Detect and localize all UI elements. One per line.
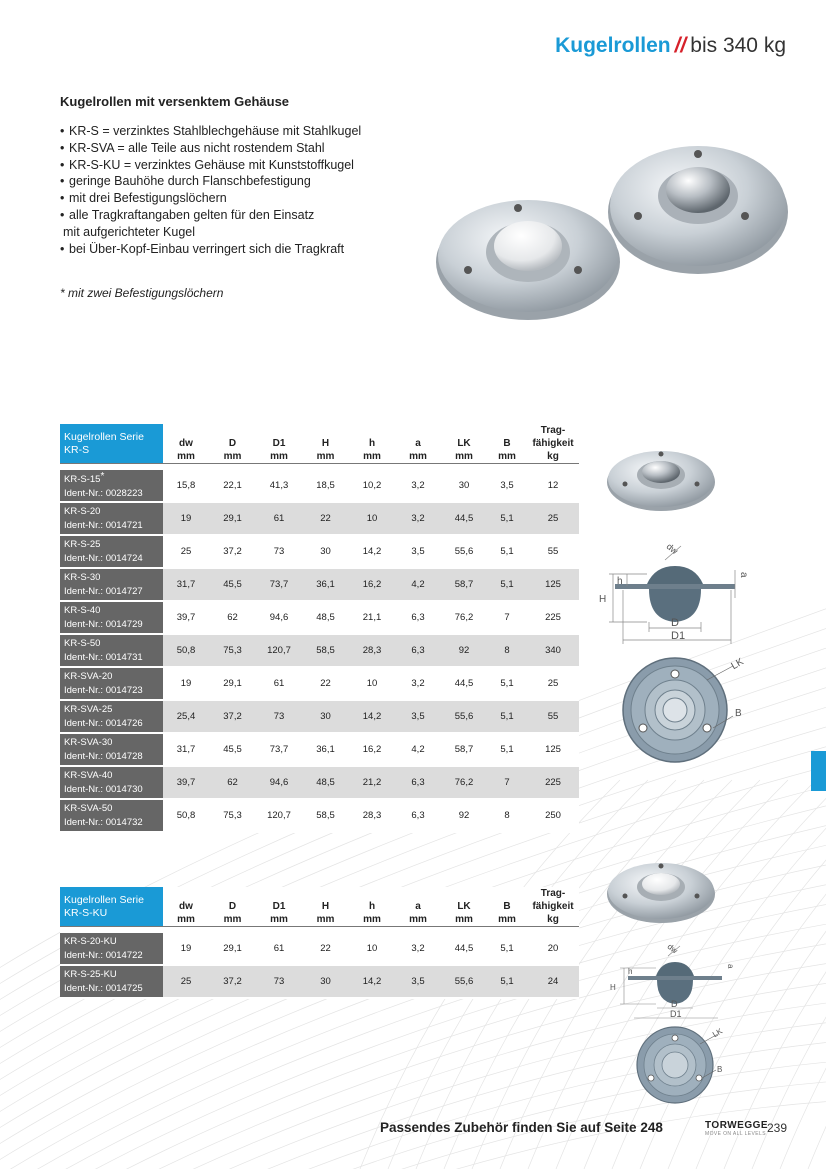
article-cell	[60, 602, 163, 635]
value-cell: 41,3	[256, 464, 302, 503]
value-cell: 250	[527, 800, 579, 833]
technical-drawing-kr-s-ku	[600, 940, 745, 1105]
value-cell: 19	[163, 668, 209, 701]
ident-number: Ident-Nr.: 0028223	[64, 488, 143, 499]
series-code: KR-S	[64, 443, 90, 456]
article-name: KR-SVA-25	[64, 703, 113, 715]
label-b: B	[717, 1065, 723, 1074]
value-cell: 25	[527, 668, 579, 701]
col-header-load: Trag- fähigkeit kg	[527, 887, 579, 927]
footnote: * mit zwei Befestigungslöchern	[60, 286, 224, 300]
value-cell: 3,2	[395, 927, 441, 966]
feature-list	[60, 123, 460, 257]
value-cell: 22	[302, 668, 349, 701]
label-h-upper: H	[610, 983, 616, 992]
ident-number: Ident-Nr.: 0014723	[64, 684, 143, 696]
value-cell: 6,3	[395, 800, 441, 833]
value-cell: 8	[487, 800, 527, 833]
side-view	[599, 541, 749, 644]
value-cell: 5,1	[487, 569, 527, 602]
table-row	[60, 569, 579, 602]
value-cell: 44,5	[441, 668, 487, 701]
series-header-cell	[60, 424, 163, 464]
value-cell: 44,5	[441, 927, 487, 966]
value-cell: 340	[527, 635, 579, 668]
article-cell	[60, 503, 163, 536]
table-row	[60, 464, 579, 503]
value-cell: 55,6	[441, 966, 487, 999]
value-cell: 20	[527, 927, 579, 966]
value-cell: 28,3	[349, 635, 395, 668]
col-header-d: D mm	[209, 424, 256, 464]
article-name: KR-SVA-30	[64, 736, 113, 748]
col-header-a: a mm	[395, 424, 441, 464]
value-cell: 22	[302, 503, 349, 536]
spec-table-kr-s-ku	[60, 887, 579, 999]
value-cell: 7	[487, 602, 527, 635]
value-cell: 5,1	[487, 503, 527, 536]
article-cell	[60, 800, 163, 833]
ident-number: Ident-Nr.: 0014729	[64, 618, 143, 630]
page-title	[555, 34, 786, 58]
article-name: KR-S-30	[64, 571, 101, 583]
title-main: Kugelrollen	[555, 34, 671, 57]
footer-accessory-note: Passendes Zubehör finden Sie auf Seite 248	[380, 1120, 663, 1135]
article-cell	[60, 569, 163, 602]
article-name: KR-S-50	[64, 637, 101, 649]
feature-item: • geringe Bauhöhe durch Flanschbefestigung	[60, 173, 460, 190]
col-header-dw: dw mm	[163, 424, 209, 464]
value-cell: 48,5	[302, 602, 349, 635]
article-name: KR-SVA-50	[64, 802, 113, 814]
value-cell: 28,3	[349, 800, 395, 833]
table-row	[60, 767, 579, 800]
label-dw: dw	[665, 942, 680, 956]
ball-unit-back	[608, 146, 788, 274]
table-row	[60, 668, 579, 701]
value-cell: 37,2	[209, 966, 256, 999]
value-cell: 37,2	[209, 536, 256, 569]
value-cell: 3,5	[395, 536, 441, 569]
series-code: KR-S-KU	[64, 906, 108, 919]
value-cell: 14,2	[349, 966, 395, 999]
article-cell	[60, 635, 163, 668]
table-row	[60, 734, 579, 767]
col-header-h-lower: h mm	[349, 424, 395, 464]
article-name: KR-SVA-20	[64, 670, 113, 682]
technical-drawing-kr-s	[585, 540, 760, 765]
product-photo	[430, 140, 790, 330]
value-cell: 6,3	[395, 602, 441, 635]
top-view	[623, 656, 746, 762]
value-cell: 3,5	[487, 464, 527, 503]
feature-item: • KR-S-KU = verzinktes Gehäuse mit Kunststoffkugel	[60, 157, 460, 174]
label-b: B	[735, 708, 742, 719]
table-body-kr-s-ku	[60, 927, 579, 999]
value-cell: 4,2	[395, 734, 441, 767]
title-separator: //	[674, 34, 687, 57]
col-header-a: a mm	[395, 887, 441, 927]
value-cell: 16,2	[349, 569, 395, 602]
value-cell: 19	[163, 927, 209, 966]
article-name: KR-S-20	[64, 505, 101, 517]
value-cell: 31,7	[163, 569, 209, 602]
label-lk: LK	[729, 656, 746, 673]
value-cell: 16,2	[349, 734, 395, 767]
value-cell: 10	[349, 668, 395, 701]
brand-logo	[705, 1120, 768, 1137]
value-cell: 73,7	[256, 569, 302, 602]
value-cell: 30	[302, 536, 349, 569]
footnote-marker: *	[100, 471, 105, 482]
value-cell: 5,1	[487, 668, 527, 701]
value-cell: 76,2	[441, 767, 487, 800]
feature-item-continuation: mit aufgerichteter Kugel	[63, 224, 196, 239]
col-header-lk: LK mm	[441, 424, 487, 464]
label-d: D	[671, 617, 679, 629]
spec-table-kr-s-ku-container	[60, 887, 579, 999]
value-cell: 55	[527, 536, 579, 569]
series-header-cell	[60, 887, 163, 927]
label-a: a	[726, 964, 735, 969]
value-cell: 55	[527, 701, 579, 734]
value-cell: 5,1	[487, 701, 527, 734]
value-cell: 14,2	[349, 701, 395, 734]
value-cell: 10	[349, 503, 395, 536]
value-cell: 3,2	[395, 503, 441, 536]
article-cell	[60, 536, 163, 569]
table-body-kr-s	[60, 464, 579, 833]
ident-number: Ident-Nr.: 0014726	[64, 717, 143, 729]
value-cell: 22	[302, 927, 349, 966]
side-view	[610, 942, 735, 1019]
value-cell: 48,5	[302, 767, 349, 800]
label-h-upper: H	[599, 594, 607, 605]
value-cell: 10	[349, 927, 395, 966]
table-row	[60, 503, 579, 536]
article-name: KR-S-40	[64, 604, 101, 616]
value-cell: 45,5	[209, 734, 256, 767]
value-cell: 120,7	[256, 800, 302, 833]
col-header-h-lower: h mm	[349, 887, 395, 927]
ident-number: Ident-Nr.: 0014731	[64, 651, 143, 663]
product-thumbnail-kr-s	[605, 446, 717, 512]
value-cell: 73	[256, 536, 302, 569]
feature-item: • KR-SVA = alle Teile aus nicht rostendem Stahl	[60, 140, 460, 157]
value-cell: 58,5	[302, 800, 349, 833]
value-cell: 21,1	[349, 602, 395, 635]
value-cell: 225	[527, 767, 579, 800]
logo-tagline: MOVE ON ALL LEVELS	[705, 1131, 766, 1137]
article-cell	[60, 966, 163, 999]
label-dw: dw	[664, 541, 680, 557]
value-cell: 24	[527, 966, 579, 999]
col-header-h-upper: H mm	[302, 424, 349, 464]
value-cell: 25	[163, 536, 209, 569]
value-cell: 3,5	[395, 966, 441, 999]
product-thumbnail-kr-s-ku	[605, 858, 717, 924]
value-cell: 225	[527, 602, 579, 635]
series-label: Kugelrollen Serie	[64, 430, 144, 443]
value-cell: 18,5	[302, 464, 349, 503]
feature-item: • bei Über-Kopf-Einbau verringert sich die Tragkraft	[60, 241, 460, 258]
value-cell: 36,1	[302, 569, 349, 602]
spec-table-kr-s-container	[60, 424, 579, 833]
ident-number: Ident-Nr.: 0014721	[64, 519, 143, 531]
value-cell: 37,2	[209, 701, 256, 734]
value-cell: 73,7	[256, 734, 302, 767]
value-cell: 75,3	[209, 635, 256, 668]
series-label: Kugelrollen Serie	[64, 893, 144, 906]
value-cell: 58,7	[441, 734, 487, 767]
value-cell: 31,7	[163, 734, 209, 767]
ident-number: Ident-Nr.: 0014728	[64, 750, 143, 762]
article-cell	[60, 464, 163, 503]
col-header-load: Trag- fähigkeit kg	[527, 424, 579, 464]
value-cell: 8	[487, 635, 527, 668]
table-row	[60, 536, 579, 569]
ident-number: Ident-Nr.: 0014732	[64, 816, 143, 828]
value-cell: 7	[487, 767, 527, 800]
value-cell: 22,1	[209, 464, 256, 503]
value-cell: 6,3	[395, 767, 441, 800]
value-cell: 92	[441, 635, 487, 668]
value-cell: 10,2	[349, 464, 395, 503]
value-cell: 61	[256, 503, 302, 536]
value-cell: 3,5	[395, 701, 441, 734]
value-cell: 21,2	[349, 767, 395, 800]
value-cell: 25,4	[163, 701, 209, 734]
value-cell: 25	[527, 503, 579, 536]
table-row	[60, 602, 579, 635]
value-cell: 25	[163, 966, 209, 999]
value-cell: 61	[256, 668, 302, 701]
label-lk: LK	[711, 1026, 725, 1040]
label-a: a	[738, 572, 749, 578]
section-heading: Kugelrollen mit versenktem Gehäuse	[60, 94, 290, 109]
ident-number: Ident-Nr.: 0014725	[64, 982, 143, 994]
value-cell: 58,5	[302, 635, 349, 668]
ident-number: Ident-Nr.: 0014730	[64, 783, 143, 795]
value-cell: 29,1	[209, 503, 256, 536]
label-h-lower: h	[628, 967, 633, 976]
article-cell	[60, 734, 163, 767]
value-cell: 76,2	[441, 602, 487, 635]
label-h-lower: h	[617, 576, 623, 587]
value-cell: 55,6	[441, 701, 487, 734]
table-header-row	[60, 424, 579, 464]
article-cell	[60, 668, 163, 701]
value-cell: 50,8	[163, 800, 209, 833]
value-cell: 29,1	[209, 668, 256, 701]
ball-unit-front	[436, 200, 620, 320]
value-cell: 94,6	[256, 767, 302, 800]
article-cell	[60, 927, 163, 966]
value-cell: 120,7	[256, 635, 302, 668]
article-name: KR-S-25-KU	[64, 968, 117, 980]
value-cell: 29,1	[209, 927, 256, 966]
value-cell: 75,3	[209, 800, 256, 833]
feature-item: • KR-S = verzinktes Stahlblechgehäuse mit Stahlkugel	[60, 123, 460, 140]
col-header-b: B mm	[487, 887, 527, 927]
value-cell: 92	[441, 800, 487, 833]
table-row	[60, 800, 579, 833]
value-cell: 39,7	[163, 602, 209, 635]
top-view	[637, 1026, 725, 1103]
value-cell: 73	[256, 966, 302, 999]
value-cell: 6,3	[395, 635, 441, 668]
value-cell: 61	[256, 927, 302, 966]
value-cell: 5,1	[487, 536, 527, 569]
value-cell: 62	[209, 767, 256, 800]
article-name: KR-S-20-KU	[64, 935, 117, 947]
value-cell: 12	[527, 464, 579, 503]
page-number: 239	[767, 1121, 788, 1135]
col-header-d1: D1 mm	[256, 887, 302, 927]
value-cell: 45,5	[209, 569, 256, 602]
value-cell: 39,7	[163, 767, 209, 800]
value-cell: 94,6	[256, 602, 302, 635]
ident-number: Ident-Nr.: 0014724	[64, 552, 143, 564]
col-header-dw: dw mm	[163, 887, 209, 927]
label-d: D	[671, 999, 678, 1009]
feature-item: • mit drei Befestigungslöchern	[60, 190, 460, 207]
ident-number: Ident-Nr.: 0014722	[64, 949, 143, 961]
feature-item: • alle Tragkraftangaben gelten für den Einsatz	[60, 207, 460, 224]
article-name: KR-S-25	[64, 538, 101, 550]
spec-table-kr-s	[60, 424, 579, 833]
value-cell: 3,2	[395, 464, 441, 503]
value-cell: 5,1	[487, 734, 527, 767]
col-header-d1: D1 mm	[256, 424, 302, 464]
table-row	[60, 635, 579, 668]
ident-number: Ident-Nr.: 0014727	[64, 585, 143, 597]
wave-line	[780, 780, 826, 1169]
value-cell: 125	[527, 734, 579, 767]
col-header-h-upper: H mm	[302, 887, 349, 927]
value-cell: 14,2	[349, 536, 395, 569]
value-cell: 62	[209, 602, 256, 635]
value-cell: 73	[256, 701, 302, 734]
col-header-d: D mm	[209, 887, 256, 927]
value-cell: 58,7	[441, 569, 487, 602]
article-cell	[60, 701, 163, 734]
value-cell: 55,6	[441, 536, 487, 569]
value-cell: 36,1	[302, 734, 349, 767]
table-row	[60, 966, 579, 999]
value-cell: 19	[163, 503, 209, 536]
value-cell: 15,8	[163, 464, 209, 503]
title-subtitle: bis 340 kg	[690, 34, 786, 57]
chapter-tab	[811, 751, 826, 791]
article-name: KR-SVA-40	[64, 769, 113, 781]
label-d1: D1	[671, 630, 686, 642]
article-name: KR-S-15	[64, 474, 101, 485]
table-row	[60, 701, 579, 734]
table-row	[60, 927, 579, 966]
label-d1: D1	[670, 1009, 682, 1019]
value-cell: 5,1	[487, 966, 527, 999]
value-cell: 50,8	[163, 635, 209, 668]
value-cell: 30	[302, 966, 349, 999]
value-cell: 4,2	[395, 569, 441, 602]
article-cell	[60, 767, 163, 800]
value-cell: 30	[302, 701, 349, 734]
table-header-row	[60, 887, 579, 927]
col-header-lk: LK mm	[441, 887, 487, 927]
value-cell: 5,1	[487, 927, 527, 966]
col-header-b: B mm	[487, 424, 527, 464]
value-cell: 30	[441, 464, 487, 503]
value-cell: 3,2	[395, 668, 441, 701]
value-cell: 44,5	[441, 503, 487, 536]
value-cell: 125	[527, 569, 579, 602]
logo-wordmark: TORWEGGE	[705, 1120, 769, 1131]
